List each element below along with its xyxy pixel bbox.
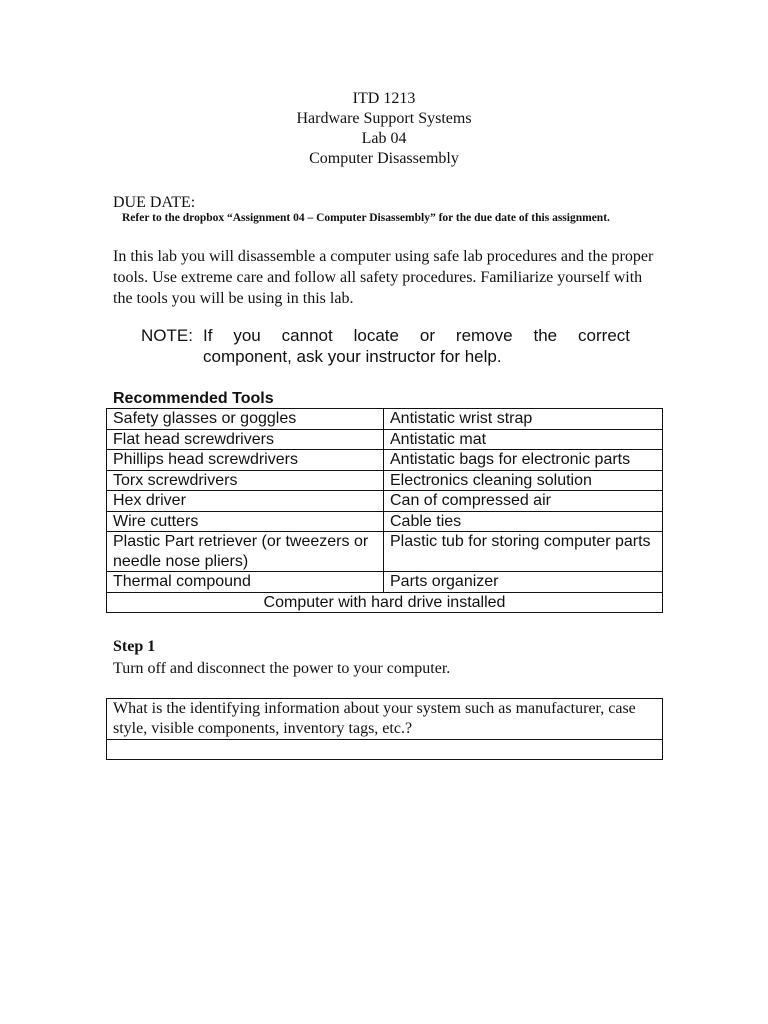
document-header (0, 89, 768, 169)
tool-cell: Safety glasses or goggles (107, 409, 384, 430)
course-title: Hardware Support Systems (296, 110, 472, 127)
tool-cell: Wire cutters (107, 511, 384, 532)
table-row (107, 699, 663, 740)
note-line-2: component, ask your instructor for help. (203, 347, 502, 366)
intro-paragraph: In this lab you will disassemble a computer using safe lab procedures and the proper tools. Use extreme care and follow all safety procedures. Familiarize yourself with the tools you will be using in this lab. (113, 248, 654, 307)
tool-cell: Parts organizer (384, 572, 663, 593)
step-1-title: Step 1 (113, 638, 156, 655)
tool-cell: Electronics cleaning solution (384, 470, 663, 491)
table-row (107, 511, 663, 532)
course-code: ITD 1213 (352, 90, 416, 107)
table-row (107, 572, 663, 593)
table-row (107, 491, 663, 512)
tool-cell: Can of compressed air (384, 491, 663, 512)
lab-title: Computer Disassembly (309, 150, 459, 167)
table-row (107, 740, 663, 760)
table-row (107, 429, 663, 450)
tool-cell-full: Computer with hard drive installed (107, 592, 663, 613)
note-line-1: If you cannot locate or remove the correct (203, 326, 630, 345)
table-row (107, 592, 663, 613)
tools-table (106, 408, 663, 613)
tool-cell: Antistatic wrist strap (384, 409, 663, 430)
tool-cell: Antistatic bags for electronic parts (384, 450, 663, 471)
tool-cell: Flat head screwdrivers (107, 429, 384, 450)
tool-cell: Torx screwdrivers (107, 470, 384, 491)
tool-cell: Hex driver (107, 491, 384, 512)
due-date-label: DUE DATE: (113, 194, 196, 211)
question-cell: What is the identifying information about your system such as manufacturer, case style, visible components, inventory tags, etc.? (107, 699, 663, 740)
tools-title: Recommended Tools (113, 390, 274, 407)
table-row (107, 450, 663, 471)
note-block (141, 325, 630, 367)
table-row (107, 470, 663, 491)
table-row (107, 409, 663, 430)
tool-cell: Plastic Part retriever (or tweezers or needle nose pliers) (107, 532, 384, 572)
lab-number: Lab 04 (361, 130, 407, 147)
tool-cell: Plastic tub for storing computer parts (384, 532, 663, 572)
step-1-text: Turn off and disconnect the power to your computer. (113, 660, 451, 677)
table-row (107, 532, 663, 572)
tool-cell: Antistatic mat (384, 429, 663, 450)
tool-cell: Thermal compound (107, 572, 384, 593)
answer-cell[interactable] (107, 740, 663, 760)
due-date-note: Refer to the dropbox “Assignment 04 – Computer Disassembly” for the due date of this assignment. (122, 212, 610, 224)
tool-cell: Cable ties (384, 511, 663, 532)
note-label: NOTE: (141, 326, 193, 345)
question-table (106, 698, 663, 760)
tool-cell: Phillips head screwdrivers (107, 450, 384, 471)
